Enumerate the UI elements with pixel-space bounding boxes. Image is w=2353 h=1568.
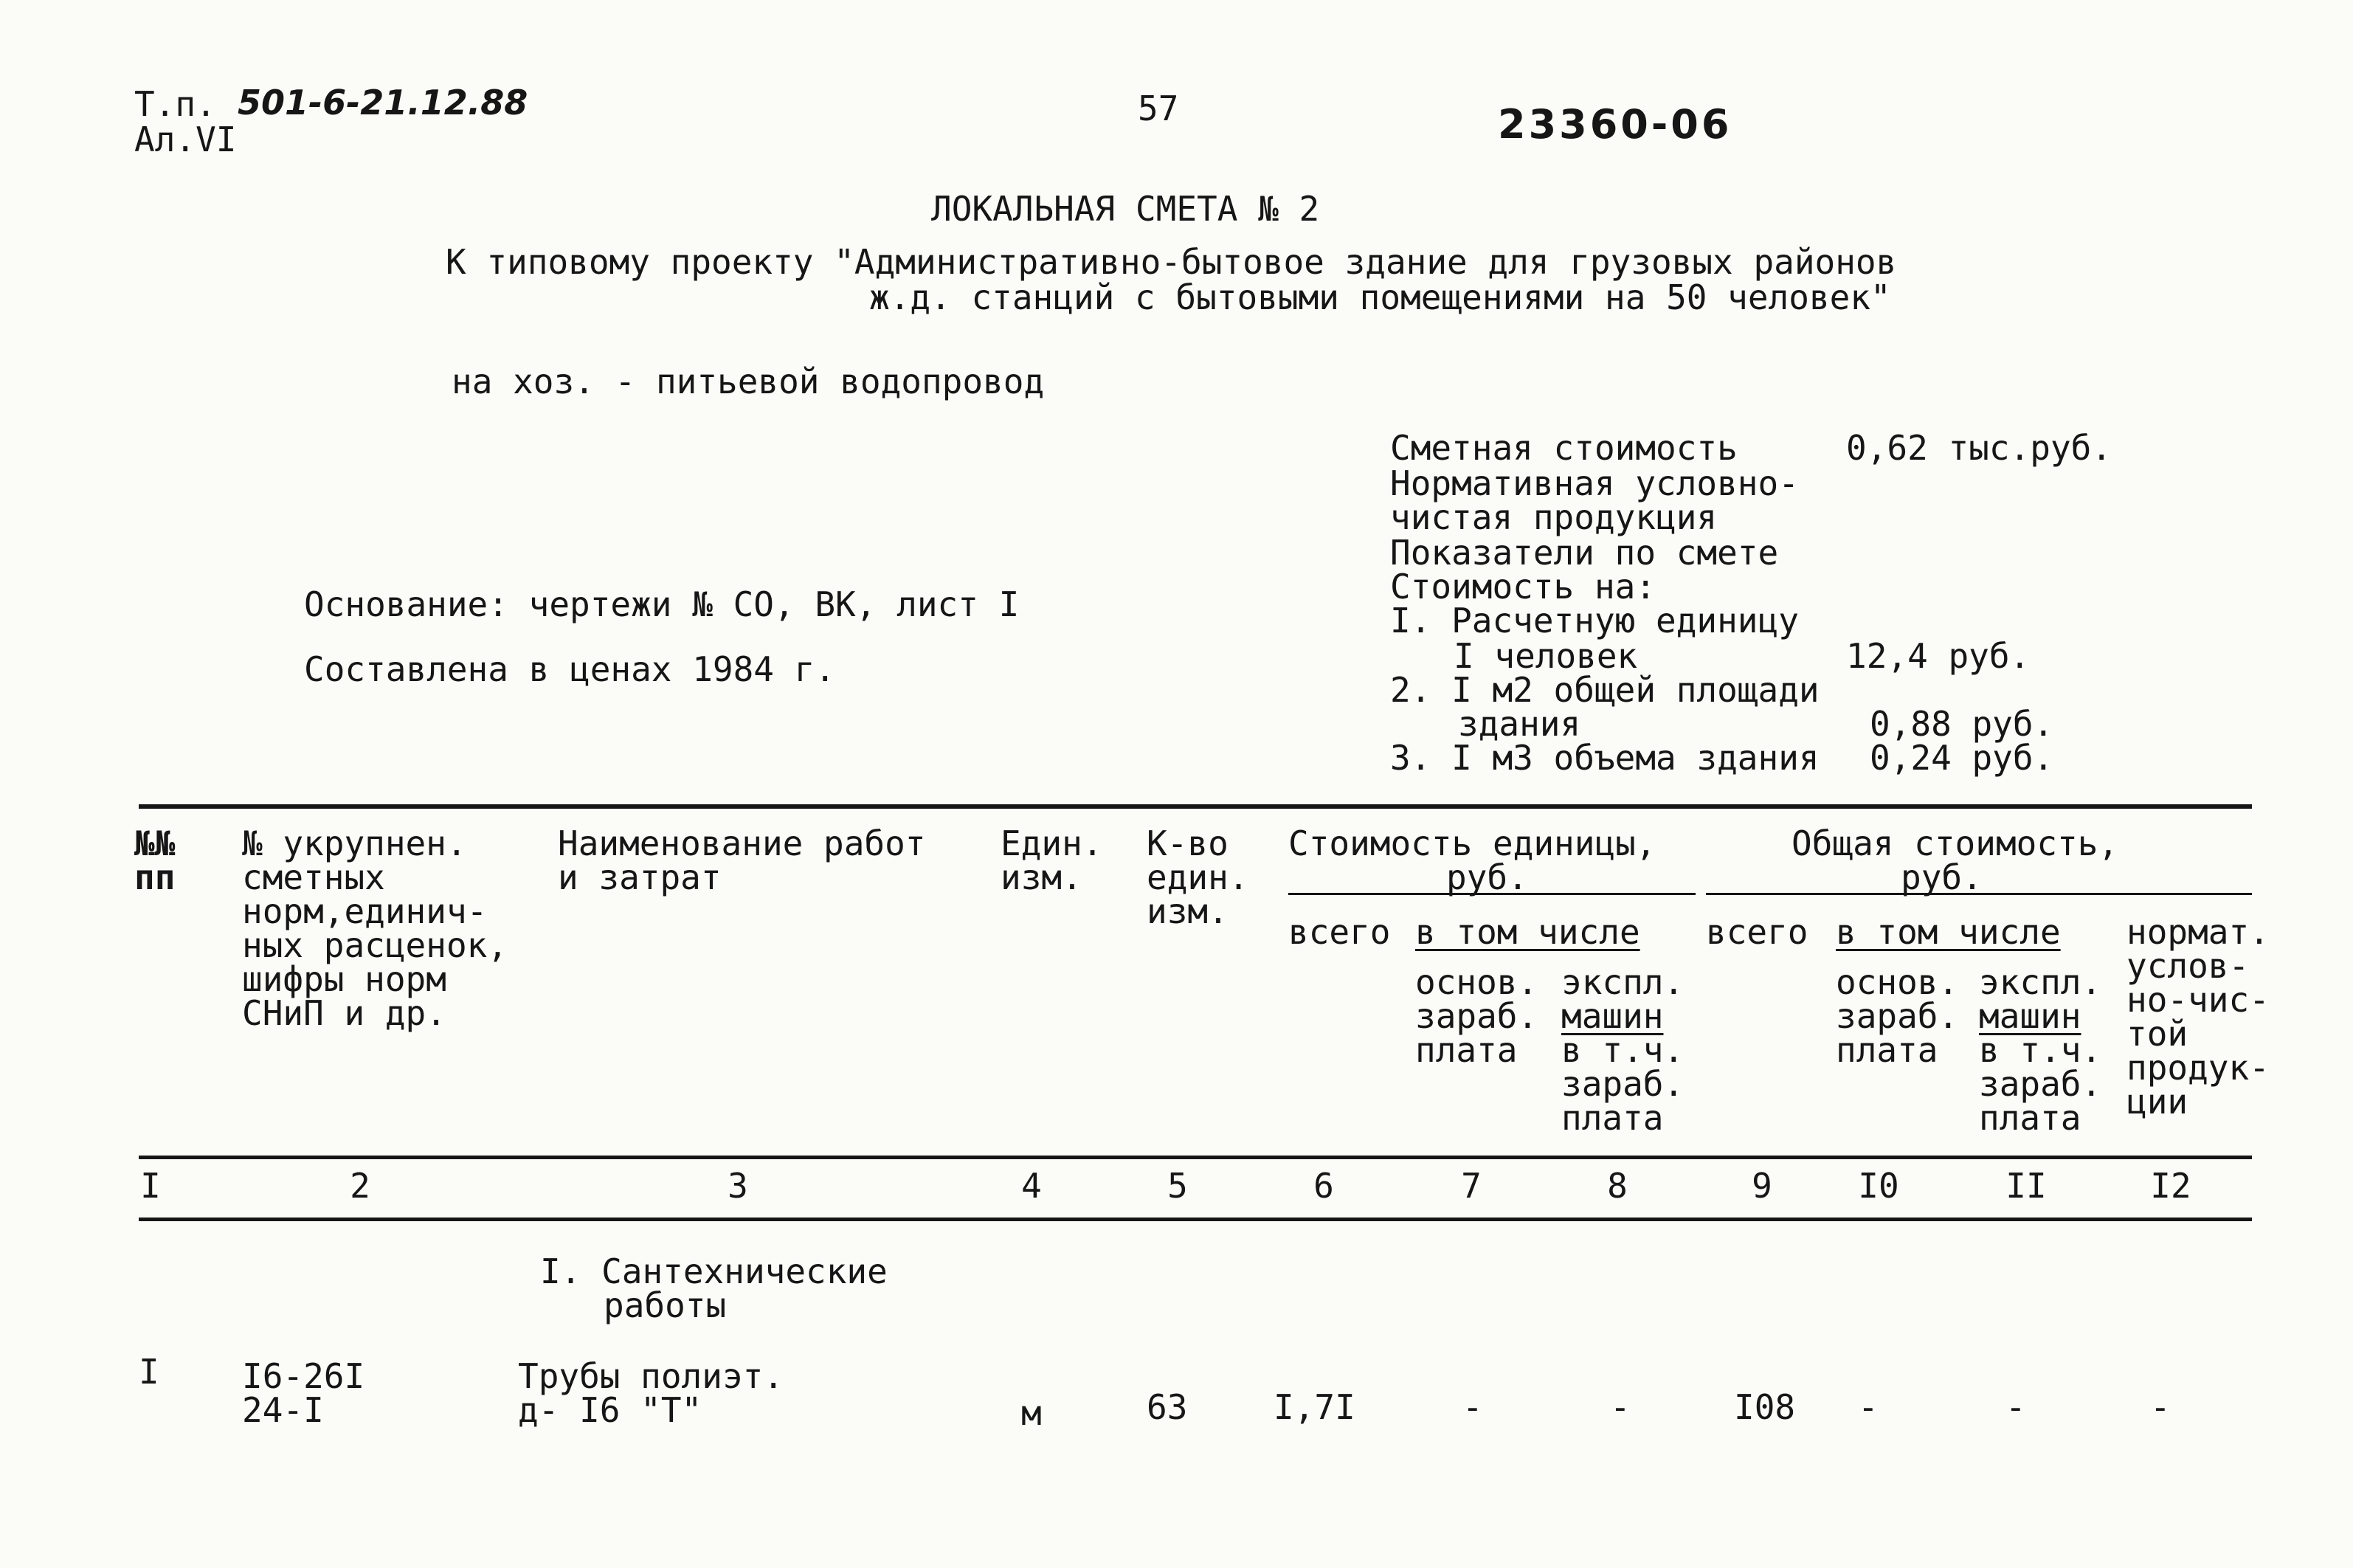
total-machines-header: экспл. машин в т.ч. зараб. плата (1979, 962, 2102, 1138)
row-total: I08 (1734, 1387, 1796, 1427)
summary-item3-line1: 3. I м3 объема здания (1390, 738, 1820, 778)
col-header-norms: № укрупнен. сметных норм,единич- ных расценок, шифры норм СНиП и др. (242, 823, 508, 1033)
column-number: 8 (1607, 1166, 1628, 1206)
column-number: 4 (1021, 1166, 1042, 1206)
row-total-machines: - (2005, 1387, 2026, 1427)
column-number: 3 (728, 1166, 748, 1206)
row-unit-machines: - (1610, 1387, 1631, 1427)
tp-label: Т.п. (134, 84, 216, 124)
column-number: 9 (1752, 1166, 1772, 1206)
col-header-name: Наименование работ и затрат (558, 823, 926, 897)
album-number: Ал.VI (134, 120, 237, 159)
row-name-line1: Трубы полиэт. (518, 1356, 784, 1396)
estimate-subject: на хоз. - питьевой водопровод (452, 362, 1045, 401)
column-number: 5 (1167, 1166, 1188, 1206)
total-total-header: всего (1706, 912, 1808, 952)
inventory-number: 23360-06 (1498, 101, 1732, 148)
row-unit-total: I,7I (1274, 1387, 1355, 1427)
column-numbers-rule (139, 1218, 2252, 1221)
col-header-num: №№ пп (134, 823, 176, 897)
page-number: 57 (1138, 89, 1179, 128)
row-norm-line2: 24-I (242, 1390, 324, 1430)
summary-norm-line1: Нормативная условно- (1390, 463, 1799, 503)
unit-cost-currency: руб. (1446, 857, 1528, 897)
row-qty: 63 (1147, 1387, 1188, 1427)
summary-cost-value: 0,62 тыс.руб. (1846, 428, 2112, 468)
row-normative: - (2150, 1387, 2171, 1427)
unit-wage-header: основ. зараб. плата (1415, 962, 1538, 1070)
column-number: I0 (1858, 1166, 1899, 1206)
column-number: 7 (1461, 1166, 1482, 1206)
project-line-2: ж.д. станций с бытовыми помещениями на 50 человек" (869, 277, 1891, 317)
summary-item2-line2: здания (1458, 704, 1581, 744)
header-bottom-rule (139, 1156, 2252, 1159)
unit-total-header: всего (1288, 912, 1391, 952)
column-number: I (140, 1166, 161, 1206)
summary-item3-value: 0,24 руб. (1870, 738, 2054, 778)
row-total-wage: - (1858, 1387, 1879, 1427)
tp-number: 501-6-21.12.88 (238, 83, 528, 122)
col-header-unit: Един. изм. (1001, 823, 1103, 897)
column-number: II (2005, 1166, 2047, 1206)
basis-prices: Составлена в ценах 1984 г. (304, 649, 836, 689)
total-cost-currency: руб. (1901, 857, 1983, 897)
project-line-1: К типовому проекту "Административно-бытовое здание для грузовых районов (446, 242, 1897, 282)
unit-machines-header: экспл. машин в т.ч. зараб. плата (1561, 962, 1685, 1138)
basis-drawings: Основание: чертежи № СО, ВК, лист I (304, 584, 1020, 624)
summary-item1-value: 12,4 руб. (1846, 636, 2031, 676)
total-including-header: в том числе (1836, 912, 2061, 952)
summary-item2-value: 0,88 руб. (1870, 704, 2054, 744)
summary-item1-line1: I. Расчетную единицу (1390, 601, 1799, 640)
row-norm-line1: I6-26I (242, 1356, 365, 1396)
row-unit: м (1021, 1393, 1042, 1433)
section-title-line1: I. Сантехнические (540, 1251, 888, 1291)
summary-cost-for: Стоимость на: (1390, 567, 1656, 607)
col-header-qty: К-во един. изм. (1147, 823, 1249, 931)
total-cost-title: Общая стоимость, (1791, 823, 2119, 863)
row-unit-wage: - (1462, 1387, 1483, 1427)
document-title: ЛОКАЛЬНАЯ СМЕТА № 2 (931, 189, 1320, 229)
summary-item2-line1: 2. I м2 общей площади (1390, 670, 1820, 710)
row-name-line2: д- I6 "Т" (518, 1390, 702, 1430)
column-number: I2 (2150, 1166, 2191, 1206)
summary-item1-line2: I человек (1454, 636, 1638, 676)
column-number: 6 (1313, 1166, 1334, 1206)
unit-including-header: в том числе (1415, 912, 1640, 952)
summary-indicators: Показатели по смете (1390, 533, 1779, 573)
table-top-rule (139, 804, 2252, 809)
col-header-normative: нормат. услов- но-чис- той продук- ции (2126, 912, 2270, 1122)
total-wage-header: основ. зараб. плата (1836, 962, 1959, 1070)
summary-cost-label: Сметная стоимость (1390, 428, 1738, 468)
row-number: I (139, 1352, 159, 1392)
column-number: 2 (350, 1166, 370, 1206)
unit-cost-title: Стоимость единицы, (1288, 823, 1656, 863)
section-title-line2: работы (604, 1285, 727, 1325)
summary-norm-line2: чистая продукция (1390, 497, 1718, 537)
